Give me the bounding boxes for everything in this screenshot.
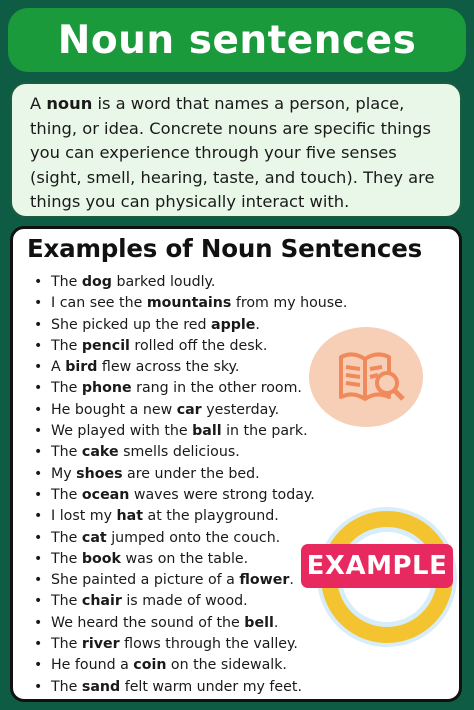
list-item: • The dog barked loudly.	[31, 272, 461, 293]
noun-word: mountains	[146, 295, 232, 312]
list-item: • We played with the ball in the park.	[31, 421, 461, 442]
list-item: • The phone rang in the other room.	[31, 378, 461, 399]
noun-word: phone	[81, 380, 132, 397]
list-item: • The pencil rolled off the desk.	[31, 336, 461, 357]
noun-word: pencil	[81, 337, 130, 354]
examples-list	[31, 272, 461, 698]
list-item: • The sand felt warm under my feet.	[31, 677, 461, 698]
list-item: • The river flows through the valley.	[31, 634, 461, 655]
list-item: • I lost my hat at the playground.	[31, 506, 461, 527]
noun-word: apple	[211, 316, 256, 333]
noun-word: car	[176, 401, 202, 418]
noun-word: cat	[81, 529, 107, 546]
noun-word: bell	[244, 614, 274, 631]
list-item: • She painted a picture of a flower.	[31, 570, 461, 591]
noun-word: sand	[81, 678, 121, 695]
noun-word: chair	[81, 593, 122, 610]
noun-word: bird	[65, 359, 98, 376]
definition-text: A noun is a word that names a person, place, thing, or idea. Concrete nouns are specific things you can experience through your five senses (sight, smell, hearing, taste, and touch). They are things you can physically interact with.	[30, 94, 435, 211]
noun-word: ocean	[81, 486, 130, 503]
page-title: Noun sentences	[57, 17, 417, 63]
noun-word: river	[81, 636, 120, 653]
noun-word: book	[81, 550, 121, 567]
noun-word: ball	[192, 423, 222, 440]
list-item: • He found a coin on the sidewalk.	[31, 655, 461, 676]
examples-panel	[10, 226, 462, 702]
noun-word: shoes	[76, 465, 123, 482]
list-item: • The cat jumped onto the couch.	[31, 528, 461, 549]
list-item: • The cake smells delicious.	[31, 442, 461, 463]
list-item: • We heard the sound of the bell.	[31, 613, 461, 634]
list-item: • She picked up the red apple.	[31, 315, 461, 336]
list-item: • A bird flew across the sky.	[31, 357, 461, 378]
noun-word: cake	[81, 444, 119, 461]
definition-term: noun	[46, 94, 93, 113]
noun-word: dog	[81, 274, 112, 290]
list-item: • I can see the mountains from my house.	[31, 293, 461, 314]
example-label: EXAMPLE	[301, 544, 453, 588]
examples-heading: Examples of Noun Sentences	[27, 234, 423, 263]
list-item: • He bought a new car yesterday.	[31, 400, 461, 421]
title-banner	[8, 8, 466, 72]
list-item: • My shoes are under the bed.	[31, 464, 461, 485]
list-item: • The ocean waves were strong today.	[31, 485, 461, 506]
list-item: • The book was on the table.	[31, 549, 461, 570]
definition-box	[10, 82, 462, 218]
noun-word: flower	[239, 572, 290, 589]
noun-word: coin	[133, 657, 167, 674]
noun-word: hat	[116, 508, 143, 525]
list-item: • The chair is made of wood.	[31, 591, 461, 612]
